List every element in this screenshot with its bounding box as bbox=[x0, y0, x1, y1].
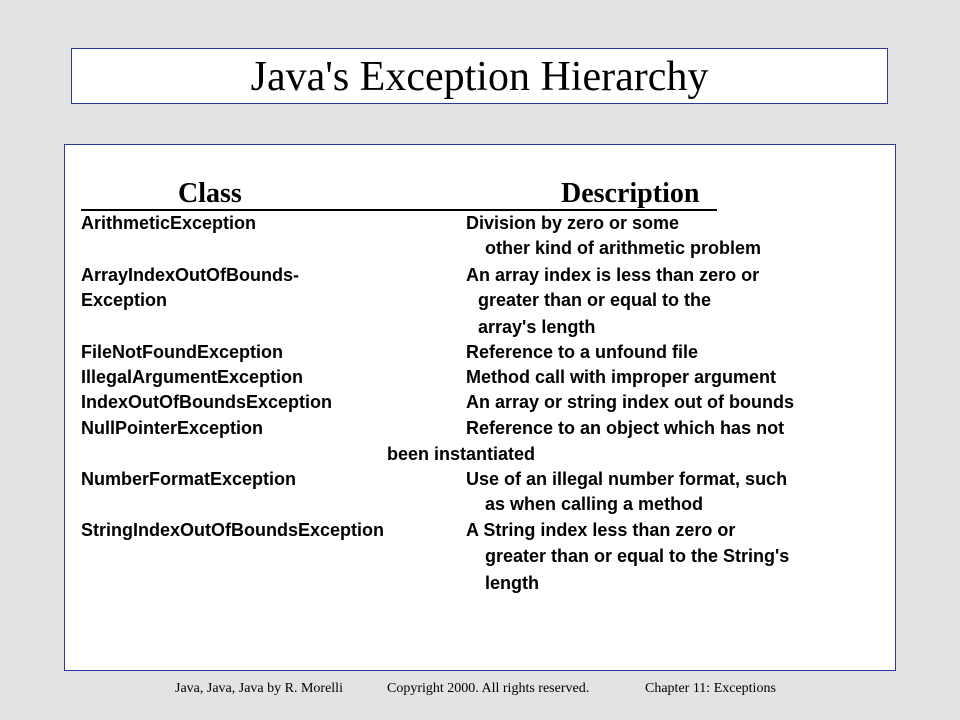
class-name: IndexOutOfBoundsException bbox=[81, 392, 333, 412]
class-name: Exception bbox=[81, 290, 168, 310]
description-line: length bbox=[485, 573, 539, 593]
description-line: Use of an illegal number format, such bbox=[466, 469, 788, 489]
class-name: StringIndexOutOfBoundsException bbox=[81, 520, 385, 540]
description-line: Division by zero or some bbox=[466, 213, 680, 233]
description-line: array's length bbox=[478, 317, 596, 337]
description-line: An array or string index out of bounds bbox=[466, 392, 795, 412]
header-description: Description bbox=[561, 178, 700, 209]
slide-title: Java's Exception Hierarchy bbox=[250, 54, 709, 100]
description-line: Method call with improper argument bbox=[466, 367, 777, 387]
title-box bbox=[71, 48, 888, 104]
table-header bbox=[81, 179, 717, 211]
description-line: Reference to a unfound file bbox=[466, 342, 699, 362]
class-name: ArithmeticException bbox=[81, 213, 257, 233]
header-class: Class bbox=[178, 178, 242, 209]
description-line: other kind of arithmetic problem bbox=[485, 238, 762, 258]
class-name: ArrayIndexOutOfBounds- bbox=[81, 265, 300, 285]
footer-copyright: Copyright 2000. All rights reserved. bbox=[387, 681, 590, 696]
description-line: An array index is less than zero or bbox=[466, 265, 760, 285]
description-line: been instantiated bbox=[387, 444, 536, 464]
class-name: NullPointerException bbox=[81, 418, 264, 438]
class-name: NumberFormatException bbox=[81, 469, 297, 489]
description-line: A String index less than zero or bbox=[466, 520, 736, 540]
content-box bbox=[64, 144, 896, 671]
footer bbox=[0, 681, 960, 699]
description-line: as when calling a method bbox=[485, 494, 704, 514]
footer-chapter: Chapter 11: Exceptions bbox=[645, 681, 776, 696]
description-line: greater than or equal to the String's bbox=[485, 546, 790, 566]
class-name: IllegalArgumentException bbox=[81, 367, 304, 387]
description-line: Reference to an object which has not bbox=[466, 418, 785, 438]
footer-book: Java, Java, Java by R. Morelli bbox=[175, 681, 343, 696]
description-line: greater than or equal to the bbox=[478, 290, 712, 310]
class-name: FileNotFoundException bbox=[81, 342, 283, 362]
